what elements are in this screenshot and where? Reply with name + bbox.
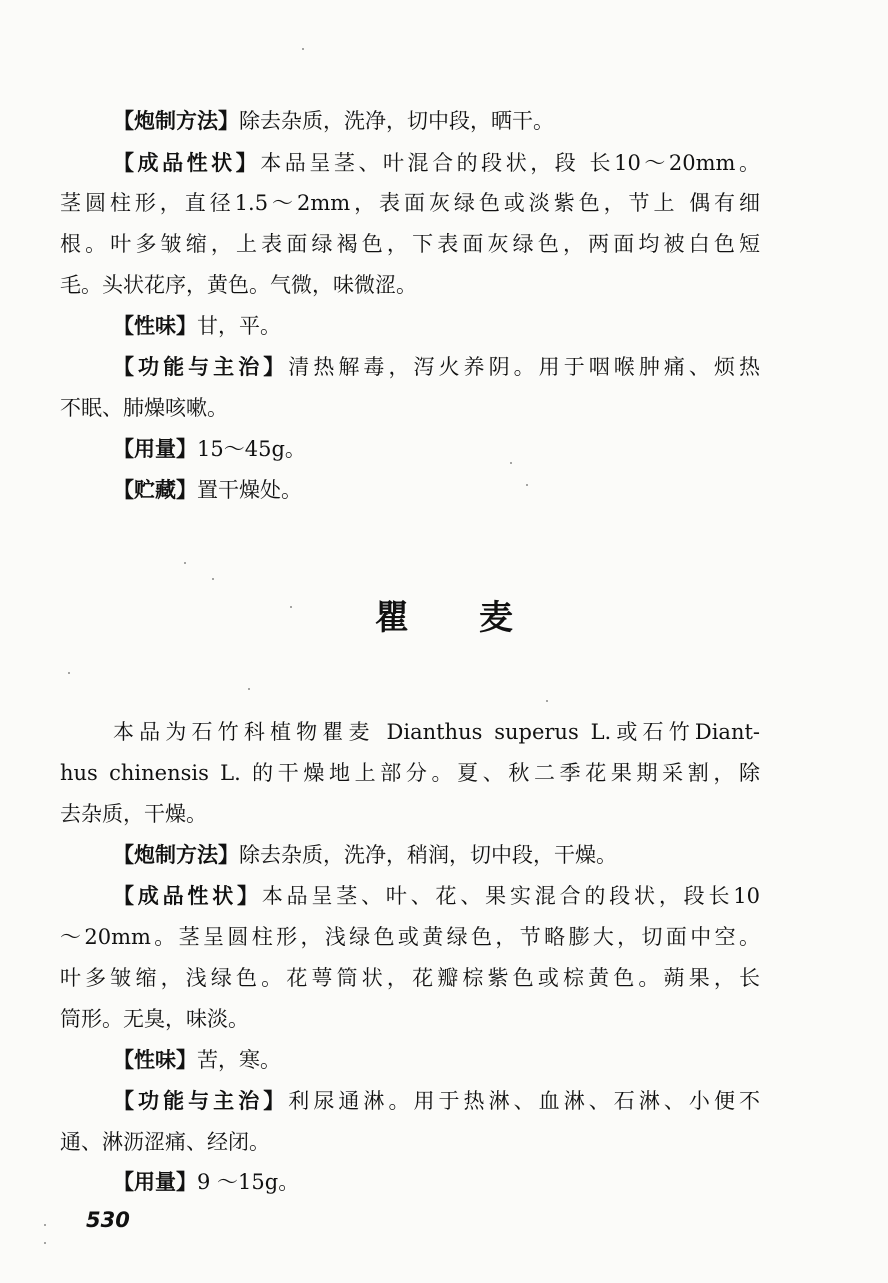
scan-speck	[526, 484, 528, 486]
character-line-2	[60, 188, 760, 218]
processing-text-2: 除去杂质，洗净，稍润，切中段，干燥。	[239, 843, 617, 867]
intro-line-1	[113, 717, 760, 747]
character-text-1d: 毛。头状花序，黄色。气微，味微涩。	[60, 273, 417, 297]
character-heading-1: 【成品性状】	[113, 151, 261, 175]
character2-line-4	[60, 1004, 760, 1034]
character-text-2d: 筒形。无臭，味淡。	[60, 1007, 249, 1031]
scan-speck	[510, 462, 512, 464]
function2-line-1	[113, 1086, 760, 1116]
processing-method-2	[113, 840, 760, 870]
dosage-heading-1: 【用量】	[113, 437, 197, 461]
entry-title-text: 瞿麦	[375, 598, 583, 638]
processing-text-1: 除去杂质，洗净，切中段，晒干。	[239, 109, 554, 133]
scan-speck	[546, 700, 548, 702]
scan-speck	[44, 1224, 46, 1226]
processing-method-1	[113, 106, 760, 136]
dosage-text-1: 15～45g。	[197, 437, 306, 461]
taste-text-2: 苦，寒。	[197, 1048, 281, 1072]
function-line-1	[113, 352, 760, 382]
taste-heading-1: 【性味】	[113, 314, 197, 338]
processing-heading-2: 【炮制方法】	[113, 843, 239, 867]
character-heading-2: 【成品性状】	[113, 884, 262, 908]
function2-line-2	[60, 1127, 760, 1157]
entry-title	[0, 596, 888, 640]
intro-line-2	[60, 758, 760, 788]
storage-1	[113, 475, 760, 505]
character-text-1b: 茎圆柱形，直径1.5～2mm，表面灰绿色或淡紫色，节上 偶有细	[60, 191, 760, 215]
function-heading-1: 【功能与主治】	[113, 355, 289, 379]
dosage-1	[113, 434, 760, 464]
dosage-text-2: 9 ～15g。	[197, 1170, 300, 1194]
scan-speck	[290, 606, 292, 608]
storage-heading-1: 【贮藏】	[113, 478, 197, 502]
character2-line-3	[60, 963, 760, 993]
processing-heading-1: 【炮制方法】	[113, 109, 239, 133]
dosage-2	[113, 1167, 760, 1197]
function-text-1b: 不眠、肺燥咳嗽。	[60, 396, 228, 420]
character-text-1c: 根。叶多皱缩，上表面绿褐色，下表面灰绿色，两面均被白色短	[60, 232, 760, 256]
character-text-2b: ～20mm。茎呈圆柱形，浅绿色或黄绿色，节略膨大，切面中空。	[60, 925, 760, 949]
function-text-2a: 利尿通淋。用于热淋、血淋、石淋、小便不	[288, 1089, 760, 1113]
storage-text-1: 置干燥处。	[197, 478, 302, 502]
character-line-3	[60, 229, 760, 259]
taste-heading-2: 【性味】	[113, 1048, 197, 1072]
intro-text-a: 本品为石竹科植物瞿麦 Dianthus superus L.或石竹Diant-	[113, 720, 760, 744]
character-line-1	[113, 148, 760, 178]
taste-text-1: 甘，平。	[197, 314, 281, 338]
character2-line-2	[60, 922, 760, 952]
function-line-2	[60, 393, 760, 423]
character-text-2c: 叶多皱缩，浅绿色。花萼筒状，花瓣棕紫色或棕黄色。蒴果，长	[60, 966, 760, 990]
character-line-4	[60, 270, 760, 300]
intro-text-c: 去杂质，干燥。	[60, 802, 207, 826]
intro-text-b: hus chinensis L. 的干燥地上部分。夏、秋二季花果期采割，除	[60, 761, 760, 785]
scan-speck	[302, 48, 304, 50]
scan-speck	[68, 672, 70, 674]
scan-speck	[212, 578, 214, 580]
function-heading-2: 【功能与主治】	[113, 1089, 289, 1113]
page-number: 530	[86, 1208, 130, 1232]
taste-2	[113, 1045, 760, 1075]
character-text-1a: 本品呈茎、叶混合的段状，段 长10～20mm。	[260, 151, 760, 175]
character2-line-1	[113, 881, 760, 911]
taste-1	[113, 311, 760, 341]
scan-speck	[44, 1242, 46, 1244]
scan-speck	[184, 562, 186, 564]
intro-line-3	[60, 799, 760, 829]
dosage-heading-2: 【用量】	[113, 1170, 197, 1194]
function-text-2b: 通、淋沥涩痛、经闭。	[60, 1130, 270, 1154]
character-text-2a: 本品呈茎、叶、花、果实混合的段状，段长10	[261, 884, 760, 908]
function-text-1a: 清热解毒，泻火养阴。用于咽喉肿痛、烦热	[288, 355, 760, 379]
scan-speck	[248, 688, 250, 690]
